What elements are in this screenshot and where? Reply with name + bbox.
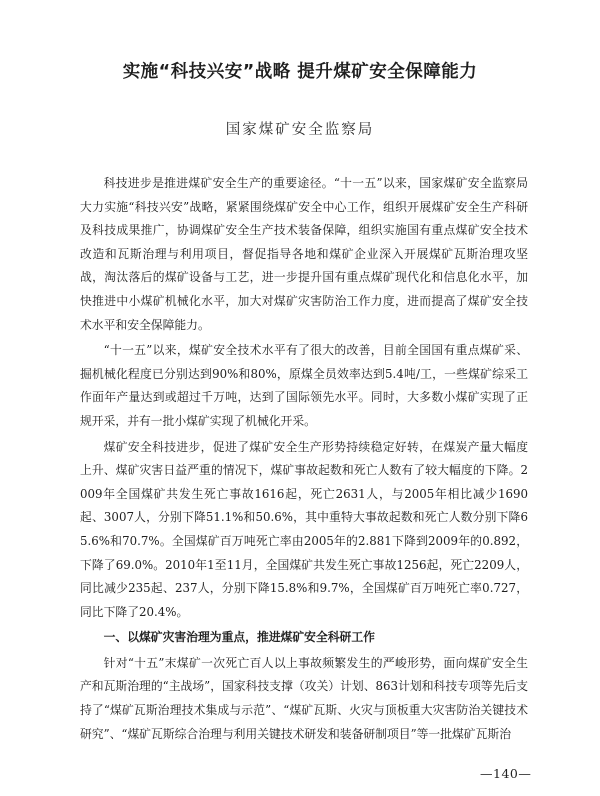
- section-paragraph: 针对“十五”末煤矿一次死亡百人以上事故频繁发生的严峻形势，面向煤矿安全生产和瓦斯治理的“主战场”，国家科技支撑（攻关）计划、863计划和科技专项等先后支持了“煤矿瓦斯治理技术集成与示范”、“煤矿瓦斯、火灾与顶板重大灾害防治关键技术研究”、“煤矿瓦斯综合治理与利用关键技术研发和装备研制项目”等一批煤矿瓦斯治: [80, 655, 528, 741]
- section-heading: 一、以煤矿灾害治理为重点，推进煤矿安全科研工作: [103, 630, 375, 645]
- document-author: 国家煤矿安全监察局: [225, 122, 375, 138]
- document-title: 实施“科技兴安”战略 提升煤矿安全保障能力: [122, 62, 478, 82]
- paragraph-2: “十一五”以来，煤矿安全技术水平有了很大的改善，目前全国国有重点煤矿采、掘机械化程度已分别达到90%和80%，原煤全员效率达到5.4吨/工，一些煤矿综采工作面年产量达到或超过千万吨，达到了国际领先水平。同时，大多数小煤矿实现了正规开采，并有一批小煤矿实现了机械化开采。: [80, 343, 528, 428]
- paragraph-3: 煤矿安全科技进步，促进了煤矿安全生产形势持续稳定好转，在煤炭产量大幅度上升、煤矿灾害日益严重的情况下，煤矿事故起数和死亡人数有了较大幅度的下降。2009年全国煤矿共发生死亡事故1616起，死亡2631人，与2005年相比减少1690起、3007人，分别下降51.1%和50.6%，其中重特大事故起数和死亡人数分别下降65.6%和70.7%。全国煤矿百万吨死亡率由2005年的2.881下降到2009年的0.892，下降了69.0%。2010年1至11月，全国煤矿共发生死亡事故1256起，死亡2209人，同比减少235起、237人，分别下降15.8%和9.7%，全国煤矿百万吨死亡率0.727，同比下降了20.4%。: [80, 439, 528, 619]
- paragraph-1: 科技进步是推进煤矿安全生产的重要途径。“十一五”以来，国家煤矿安全监察局大力实施“科技兴安”战略，紧紧围绕煤矿安全中心工作，组织开展煤矿安全生产科研及科技成果推广，协调煤矿安全生产技术装备保障，组织实施国有重点煤矿安全技术改造和瓦斯治理与利用项目，督促指导各地和煤矿企业深入开展煤矿瓦斯治理攻坚战，淘汰落后的煤矿设备与工艺，进一步提升国有重点煤矿现代化和信息化水平，加快推进中小煤矿机械化水平，加大对煤矿灾害防治工作力度，进而提高了煤矿安全技术水平和安全保障能力。: [80, 176, 528, 332]
- page-number: —140—: [480, 766, 532, 781]
- document-body: [80, 172, 528, 746]
